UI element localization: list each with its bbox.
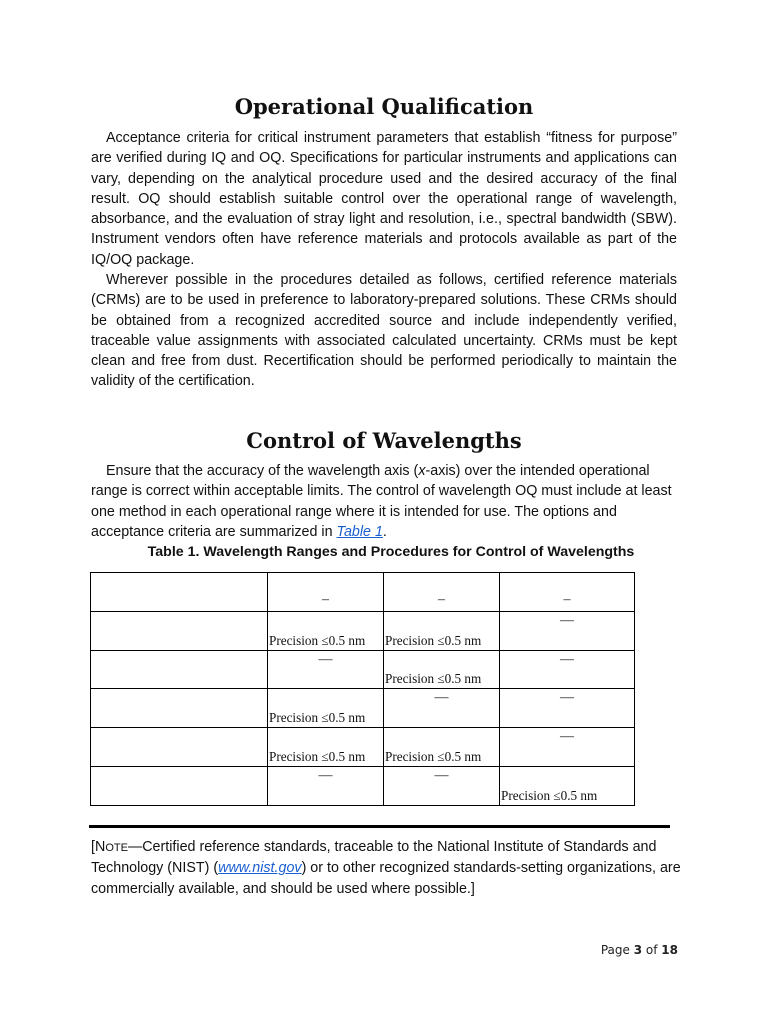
page-word: Page <box>600 943 630 957</box>
table-row <box>91 728 635 767</box>
header-dash: – <box>322 592 329 607</box>
table-cell <box>384 689 500 728</box>
note-smallcaps: OTE <box>105 842 128 854</box>
row-label-cell <box>91 689 268 728</box>
note-text-end: ) or to other recognized standards-setting organizations, are commercially available, and should be used where possible.] <box>91 860 681 897</box>
precision-value: Precision ≤0.5 nm <box>385 671 482 687</box>
table-row <box>91 767 635 806</box>
header-cell <box>384 573 500 612</box>
header-cell <box>500 573 635 612</box>
table-row <box>91 611 635 650</box>
precision-value: Precision ≤0.5 nm <box>385 632 482 648</box>
table-cell <box>268 728 384 767</box>
table-caption: Table 1. Wavelength Ranges and Procedures for Control of Wavelengths <box>147 544 635 560</box>
precision-value: Precision ≤0.5 nm <box>269 710 366 726</box>
paragraph-crms: Wherever possible in the procedures detailed as follows, certified reference materials (CRMs) are to be used in preference to laboratory-prepared solutions. These CRMs should be obtained from a recognized accredited source and include independently verified, traceable value assignments with associated calculated uncertainty. CRMs must be kept clean and free from dust. Recertification should be performed periodically to maintain the validity of the certification. <box>91 272 677 390</box>
note-text-start: —Certified reference standards, traceable to the National Institute of Standards and Technology (NIST) ( <box>91 839 657 877</box>
paragraph-text-end: . <box>382 523 387 540</box>
table-header-row <box>91 573 635 612</box>
page-number: 3 <box>633 943 643 957</box>
page-total: 18 <box>661 943 678 957</box>
wavelength-table <box>90 572 635 806</box>
table-1-link[interactable]: Table 1 <box>336 523 383 540</box>
empty-dash: — <box>560 612 574 628</box>
row-label-cell <box>91 650 268 689</box>
table-cell <box>500 611 635 650</box>
nist-link[interactable]: www.nist.gov <box>218 860 302 877</box>
table-row <box>91 689 635 728</box>
empty-dash: — <box>434 768 449 784</box>
table-cell <box>268 650 384 689</box>
note-divider <box>89 825 670 828</box>
header-dash: – <box>438 592 445 607</box>
paragraph-acceptance-criteria: Acceptance criteria for critical instrument parameters that establish “fitness for purpose” are verified during IQ and OQ. Specifications for particular instruments and applications can vary, depending on the analytical procedure used and the desired accuracy of the final result. OQ should establish suitable control over the operational range of wavelength, absorbance, and the evaluation of stray light and resolution, i.e., spectral bandwidth (SBW). Instrument vendors often have reference materials and protocols available as part of the IQ/OQ package. <box>91 130 677 268</box>
table-cell <box>500 767 635 806</box>
table-cell <box>500 689 635 728</box>
empty-dash: — <box>318 768 333 784</box>
x-axis-italic: x <box>418 463 426 479</box>
section-heading-control-of-wavelengths: Control of Wavelengths <box>246 428 522 453</box>
precision-value: Precision ≤0.5 nm <box>501 788 598 803</box>
empty-dash: — <box>560 651 574 667</box>
note-paragraph <box>91 837 681 899</box>
precision-value: Precision ≤0.5 nm <box>269 632 366 648</box>
table-cell <box>268 689 384 728</box>
precision-value: Precision ≤0.5 nm <box>269 749 366 765</box>
table-cell <box>384 728 500 767</box>
header-cell-empty <box>91 573 268 612</box>
header-dash: – <box>563 592 571 607</box>
row-label-cell <box>91 611 268 650</box>
table-cell <box>384 767 500 806</box>
table-cell <box>384 650 500 689</box>
empty-dash: — <box>560 690 574 706</box>
section-heading-operational-qualification: Operational Qualification <box>234 94 534 119</box>
precision-value: Precision ≤0.5 nm <box>385 749 482 765</box>
table-cell <box>268 767 384 806</box>
page-footer <box>601 943 678 957</box>
empty-dash: — <box>318 651 333 667</box>
empty-dash: — <box>560 729 574 745</box>
empty-dash: — <box>434 690 449 706</box>
row-label-cell <box>91 767 268 806</box>
paragraph-text-start: Ensure that the accuracy of the wavelength axis ( <box>106 463 419 479</box>
table-row <box>91 650 635 689</box>
table-cell <box>268 611 384 650</box>
table-cell <box>500 650 635 689</box>
row-label-cell <box>91 728 268 767</box>
table-cell <box>384 611 500 650</box>
paragraph-text-middle: -axis) over the intended operational range is correct within acceptable limits. The control of wavelength OQ must include at least one method in each operational range where it is intended for use. The options and acceptance criteria are summarized in <box>91 463 672 540</box>
of-word: of <box>645 943 658 957</box>
table-cell <box>500 728 635 767</box>
paragraph-wavelength-accuracy <box>91 461 677 542</box>
note-open: [N <box>91 839 106 855</box>
header-cell <box>268 573 384 612</box>
